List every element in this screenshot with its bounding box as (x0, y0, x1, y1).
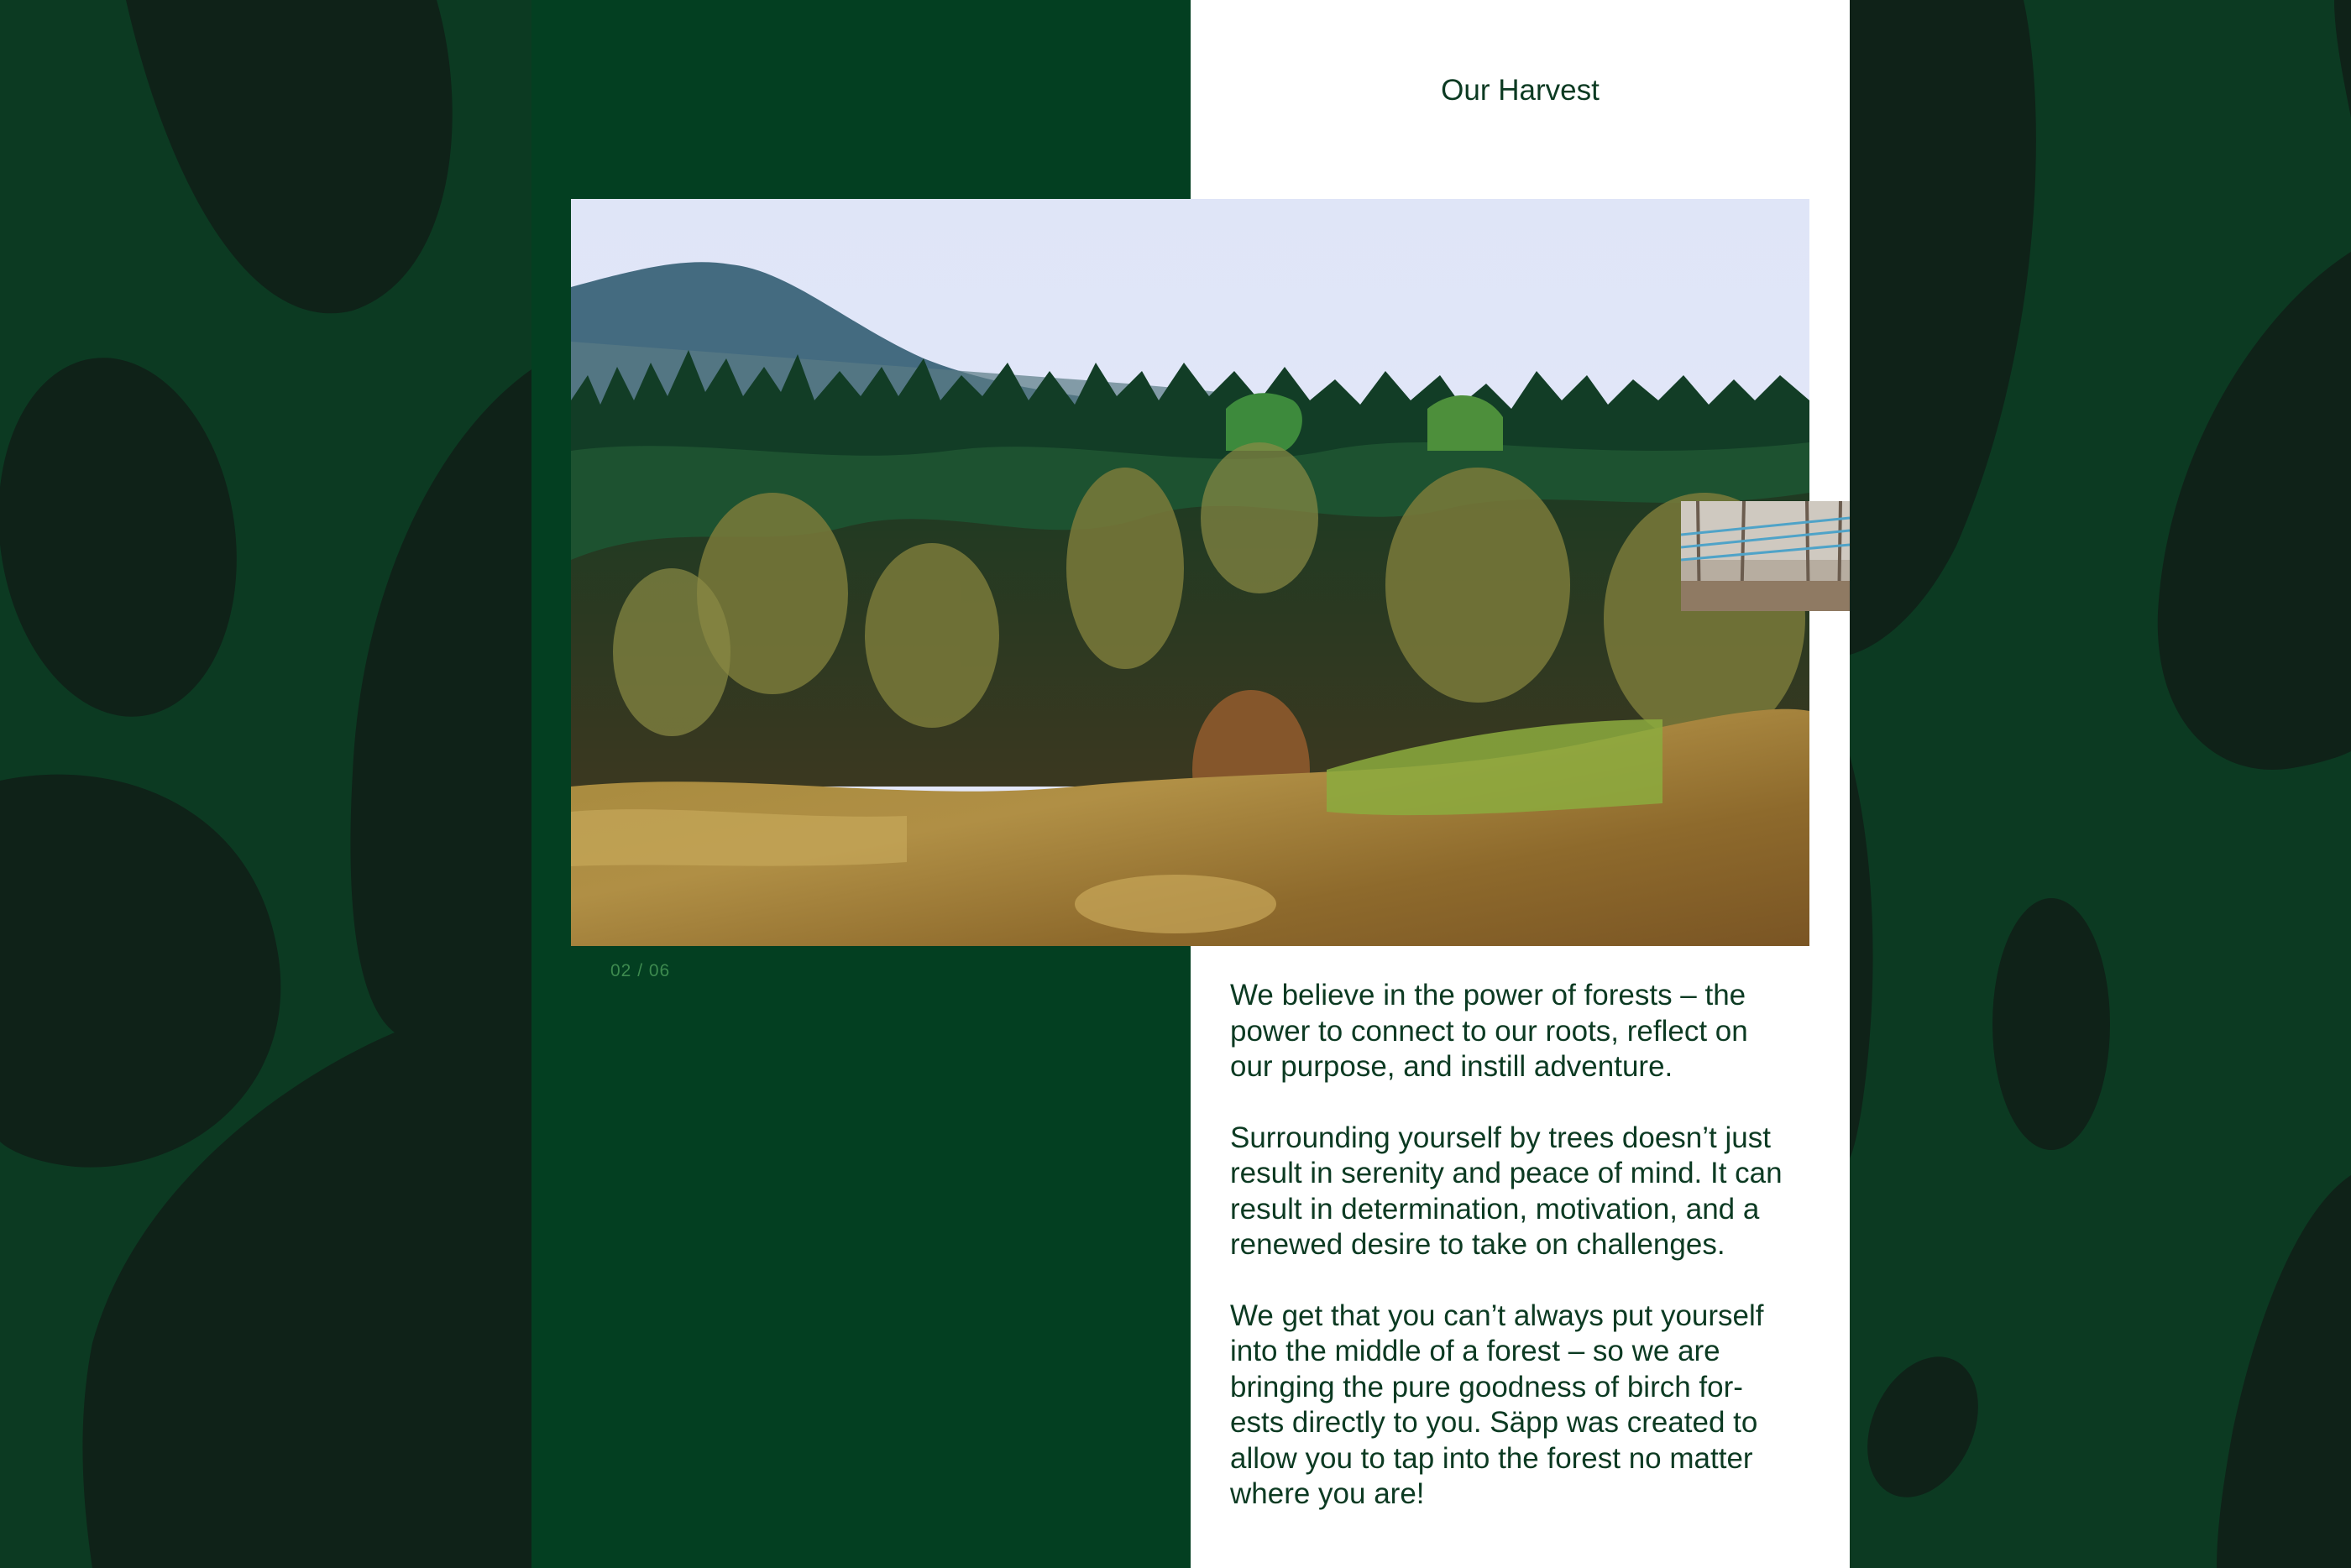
slide-counter: 02 / 06 (610, 961, 671, 980)
forest-landscape-photo[interactable] (571, 199, 1809, 946)
story-paragraph: Surrounding yourself by trees doesn’t just result in serenity and peace of mind. It can result in determination, motivation, and a renewed desire to take on challenges. (1230, 1121, 1783, 1261)
page-title: Our Harvest (1441, 74, 1600, 107)
story-paragraph: We get that you can’t always put yourself into the middle of a forest – so we are bringing the pure goodness of birch for- ests directly to you. Säpp was created to allow you to tap into the forest no matter where you are! (1230, 1299, 1764, 1510)
story-text (1230, 978, 1818, 1548)
sap-tubing-photo[interactable] (1681, 501, 1850, 611)
story-paragraph: We believe in the power of forests – the power to connect to our roots, reflect on our purpose, and instill adventure. (1230, 979, 1748, 1083)
